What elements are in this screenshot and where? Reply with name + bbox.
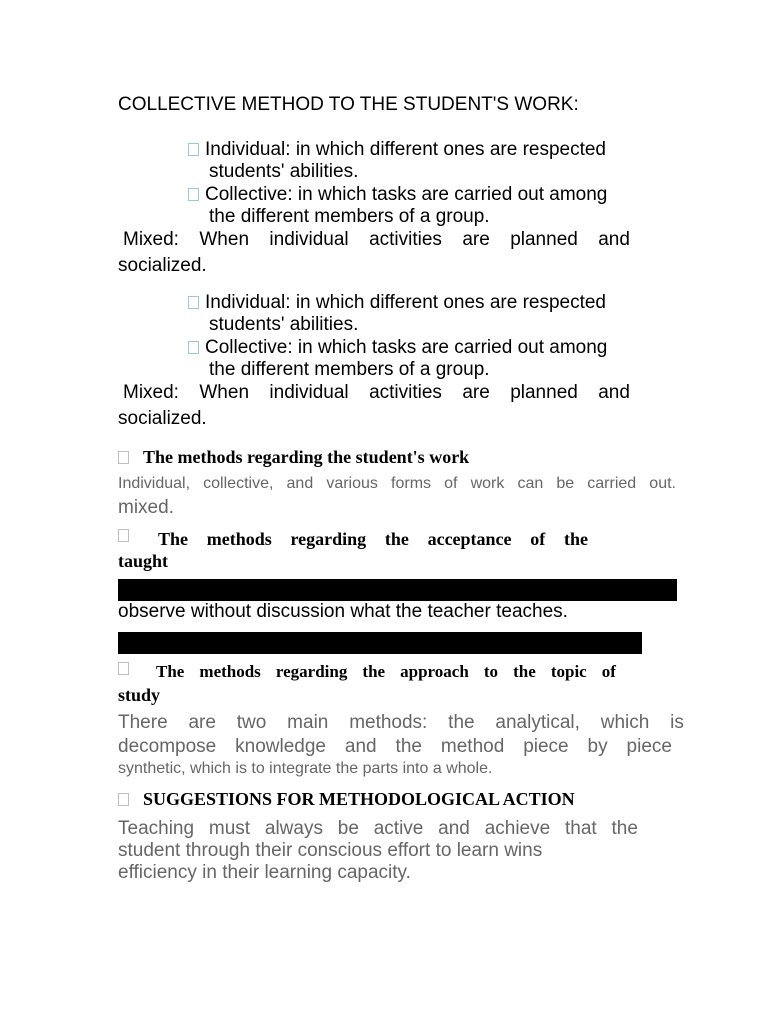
individual-line-2: students' abilities. [209, 314, 359, 335]
word: and [344, 736, 377, 757]
bullet-collective [188, 337, 607, 359]
redaction-bar [118, 632, 642, 654]
word: regarding [290, 529, 367, 549]
square-bullet-icon [188, 188, 199, 201]
word: the [448, 712, 475, 733]
section-heading-work [118, 446, 469, 468]
word: analytical, [495, 712, 580, 733]
mixed-line-1 [123, 229, 630, 251]
word: piece [523, 736, 569, 757]
mixed-line-1 [123, 382, 630, 404]
heading-text: The methods regarding the student's work [143, 447, 470, 467]
individual-line-2: students' abilities. [209, 161, 359, 182]
approach-heading-line-2: study [118, 685, 161, 705]
word: the [395, 736, 422, 757]
word: can [517, 475, 544, 492]
approach-body-line-1 [118, 712, 684, 734]
word: activities [369, 382, 442, 403]
word: of [444, 475, 458, 492]
word: decompose [118, 736, 217, 757]
suggestions-body-line-1 [118, 818, 638, 840]
word: the [513, 662, 536, 681]
collective-line-2: the different members of a group. [209, 359, 490, 380]
word: acceptance [427, 529, 512, 549]
word: regarding [275, 662, 348, 681]
redaction-bar [118, 579, 677, 601]
word: individual [269, 229, 349, 250]
word: is [670, 712, 684, 733]
work-body-line-2: mixed. [118, 497, 174, 518]
word: piece [626, 736, 672, 757]
square-bullet-icon [118, 793, 129, 806]
word: There [118, 712, 168, 733]
word: collective, [203, 475, 274, 492]
mixed-line-2: socialized. [118, 255, 207, 276]
word: main [287, 712, 329, 733]
word: and [598, 382, 630, 403]
word: planned [510, 382, 578, 403]
page-title: COLLECTIVE METHOD TO THE STUDENT'S WORK: [118, 94, 579, 115]
word: the [563, 529, 588, 549]
word: be [556, 475, 575, 492]
word: various [326, 475, 378, 492]
square-bullet-icon [188, 143, 199, 156]
word: which [600, 712, 650, 733]
approach-body-line-2 [118, 736, 672, 758]
word: of [601, 662, 616, 681]
collective-line-2: the different members of a group. [209, 206, 490, 227]
word: activities [369, 229, 442, 250]
approach-body-line-3: synthetic, which is to integrate the parts into a whole. [118, 760, 493, 777]
word: When [199, 382, 250, 403]
square-bullet-icon [188, 296, 199, 309]
bullet-individual [188, 292, 606, 314]
word: are [188, 712, 216, 733]
bullet-collective [188, 184, 607, 206]
approach-heading-line-1 [156, 661, 616, 683]
mixed-line-2: socialized. [118, 408, 207, 429]
word: individual [269, 382, 349, 403]
word: methods [206, 529, 272, 549]
word: must [208, 818, 251, 839]
word: by [587, 736, 608, 757]
word: Mixed: [123, 229, 179, 250]
word: are [462, 229, 490, 250]
word: planned [510, 229, 578, 250]
section-heading-suggestions [118, 788, 575, 810]
word: to [483, 662, 499, 681]
word: Teaching [118, 818, 195, 839]
word: that [565, 818, 597, 839]
word: out. [649, 475, 676, 492]
individual-line-1: Individual: in which different ones are respected [205, 292, 607, 313]
word: achieve [484, 818, 551, 839]
word: and [598, 229, 630, 250]
word: methods [199, 662, 261, 681]
word: approach [400, 662, 469, 681]
square-bullet-icon [118, 661, 129, 679]
word: topic [550, 662, 587, 681]
suggestions-body-line-3: efficiency in their learning capacity. [118, 862, 411, 883]
collective-line-1: Collective: in which tasks are carried out among [205, 337, 608, 358]
word: The [158, 529, 189, 549]
square-bullet-shape [118, 529, 129, 542]
word: Individual, [118, 475, 191, 492]
square-bullet-shape [118, 662, 129, 675]
square-bullet-icon [118, 528, 129, 546]
word: The [156, 662, 185, 681]
word: knowledge [235, 736, 326, 757]
word: carried [587, 475, 637, 492]
word: of [530, 529, 546, 549]
suggestions-body-line-2: student through their conscious effort to learn wins [118, 840, 543, 861]
acceptance-heading-line-2: taught [118, 551, 169, 571]
word: are [462, 382, 490, 403]
word: and [438, 818, 470, 839]
square-bullet-icon [188, 341, 199, 354]
acceptance-heading-line-1 [158, 528, 588, 550]
word: forms [391, 475, 432, 492]
word: When [199, 229, 250, 250]
collective-line-1: Collective: in which tasks are carried out among [205, 184, 608, 205]
word: the [384, 529, 409, 549]
heading-text: SUGGESTIONS FOR METHODOLOGICAL ACTION [143, 789, 575, 809]
word: and [286, 475, 314, 492]
work-body-line-1 [118, 474, 676, 494]
word: Mixed: [123, 382, 179, 403]
word: the [362, 662, 386, 681]
acceptance-body: observe without discussion what the teacher teaches. [118, 601, 568, 622]
word: work [470, 475, 505, 492]
bullet-individual [188, 139, 606, 161]
word: two [236, 712, 267, 733]
word: the [611, 818, 638, 839]
word: method [440, 736, 505, 757]
individual-line-1: Individual: in which different ones are respected [205, 139, 607, 160]
word: methods: [349, 712, 428, 733]
word: be [337, 818, 359, 839]
word: always [264, 818, 323, 839]
word: active [373, 818, 424, 839]
square-bullet-icon [118, 451, 129, 464]
